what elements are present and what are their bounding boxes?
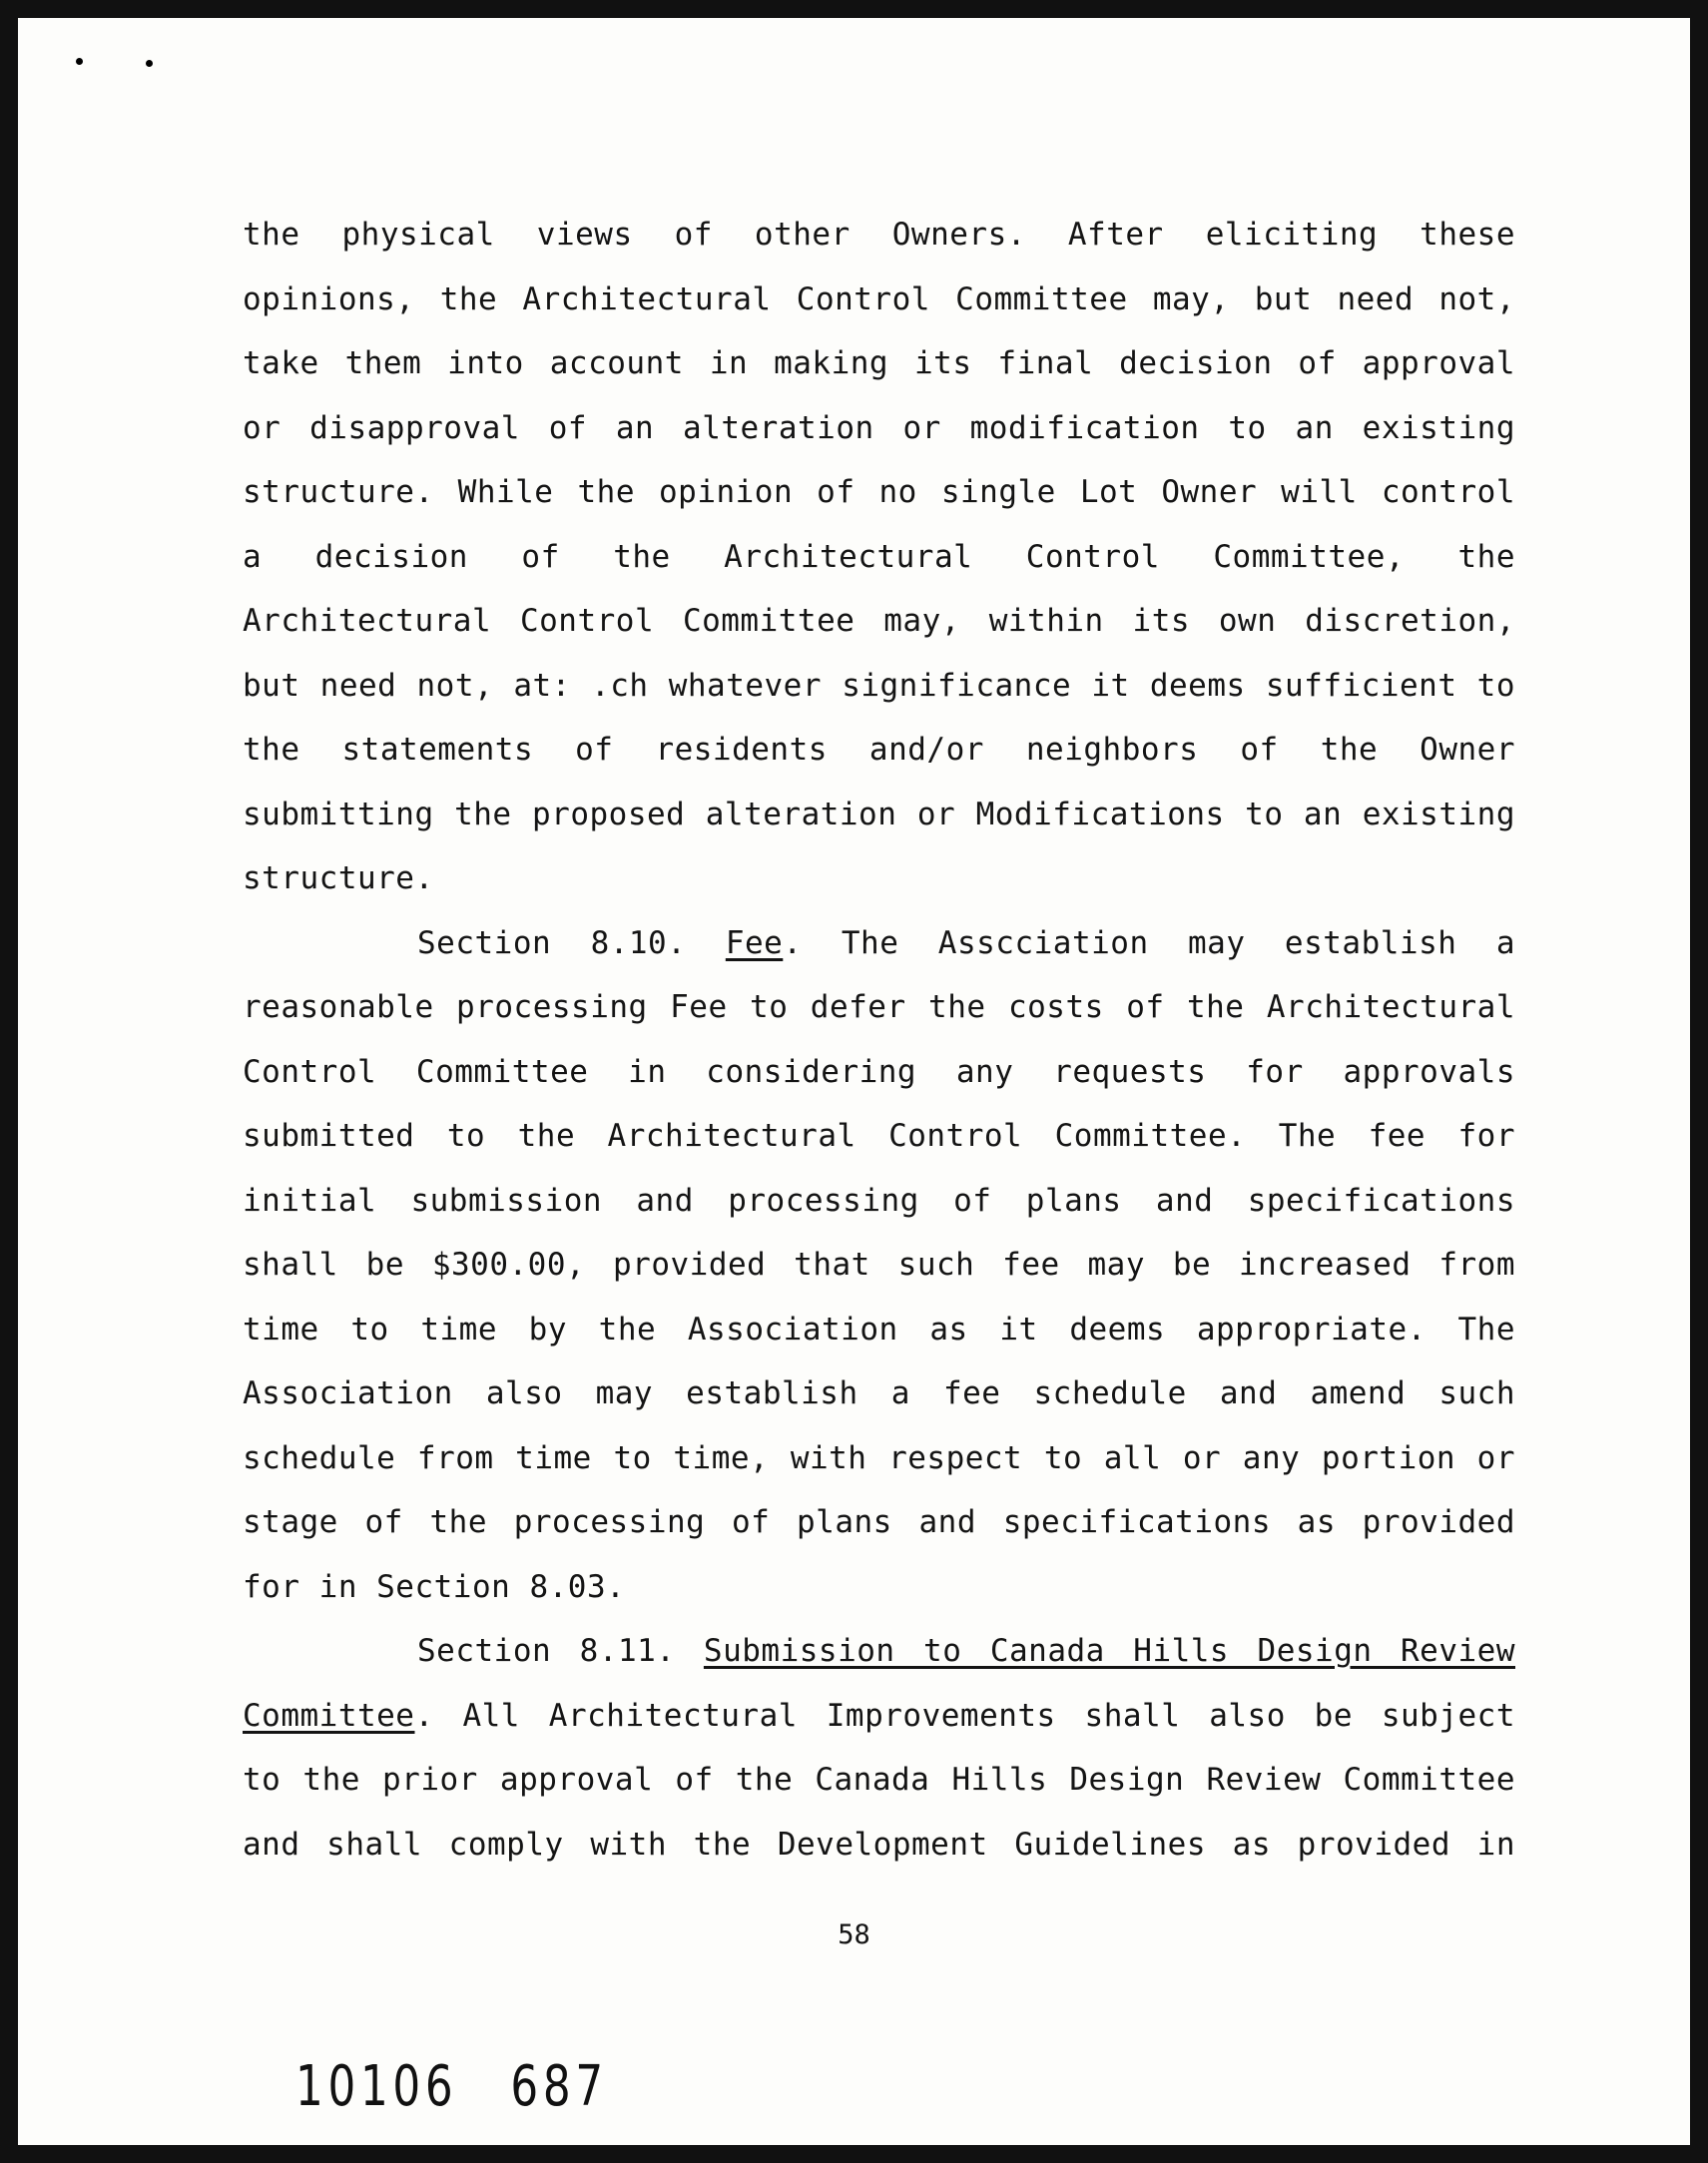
text-line: but need not, at: .ch whatever significance it deems sufficient to (243, 667, 1515, 704)
text-line: or disapproval of an alteration or modification to an existing (243, 409, 1515, 446)
text-line: submitted to the Architectural Control Committee. The fee for (243, 1118, 1515, 1154)
text-line: submitting the proposed alteration or Modifications to an existing (243, 796, 1515, 832)
text-line: and shall comply with the Development Guidelines as provided in (243, 1826, 1515, 1863)
stamp-number-left: 10106 (295, 2054, 458, 2119)
scan-speck (76, 58, 83, 65)
text-line: a decision of the Architectural Control Committee, the (243, 538, 1515, 575)
section-text: . All Architectural Improvements shall also be subject (414, 1697, 1515, 1734)
scan-speck (146, 60, 153, 67)
text-line (243, 1684, 1515, 1749)
section-number: Section 8.11. (417, 1633, 676, 1669)
stamp-number-right: 687 (510, 2054, 608, 2119)
section-heading-line (243, 911, 1515, 976)
text-line: schedule from time to time, with respect to all or any portion or (243, 1439, 1515, 1476)
section-title-continued: Committee (243, 1697, 415, 1734)
text-line: structure. (243, 860, 434, 896)
text-line: Association also may establish a fee schedule and amend such (243, 1375, 1515, 1411)
text-line: shall be $300.00, provided that such fee may be increased from (243, 1247, 1515, 1283)
section-8-10 (243, 911, 1515, 1620)
text-line: Architectural Control Committee may, within its own discretion, (243, 603, 1515, 639)
text-line: for in Section 8.03. (243, 1568, 626, 1605)
text-line: the physical views of other Owners. After eliciting these (243, 217, 1515, 253)
text-line: stage of the processing of plans and specifications as provided (243, 1504, 1515, 1540)
text-line: take them into account in making its final decision of approval (243, 345, 1515, 381)
text-line: structure. While the opinion of no single Lot Owner will control (243, 474, 1515, 510)
document-stamp (295, 2054, 608, 2119)
text-line: reasonable processing Fee to defer the costs of the Architectural (243, 989, 1515, 1025)
text-line: time to time by the Association as it deems appropriate. The (243, 1311, 1515, 1348)
document-page (18, 18, 1690, 2145)
section-heading-line (243, 1619, 1515, 1684)
text-line: opinions, the Architectural Control Committee may, but need not, (243, 280, 1515, 317)
section-8-11 (243, 1619, 1515, 1877)
text-line: initial submission and processing of plans and specifications (243, 1182, 1515, 1219)
section-title: Fee (725, 924, 784, 961)
text-line: Control Committee in considering any requests for approvals (243, 1053, 1515, 1090)
section-title: Submission to Canada Hills Design Review (703, 1633, 1515, 1669)
paragraph (243, 203, 1515, 911)
section-text: . The Asscciation may establish a (783, 924, 1515, 961)
page-number: 58 (838, 1919, 870, 1950)
text-line: the statements of residents and/or neighbors of the Owner (243, 732, 1515, 768)
section-number: Section 8.10. (417, 924, 687, 961)
document-body (243, 203, 1515, 1877)
text-line: to the prior approval of the Canada Hills Design Review Committee (243, 1762, 1515, 1798)
